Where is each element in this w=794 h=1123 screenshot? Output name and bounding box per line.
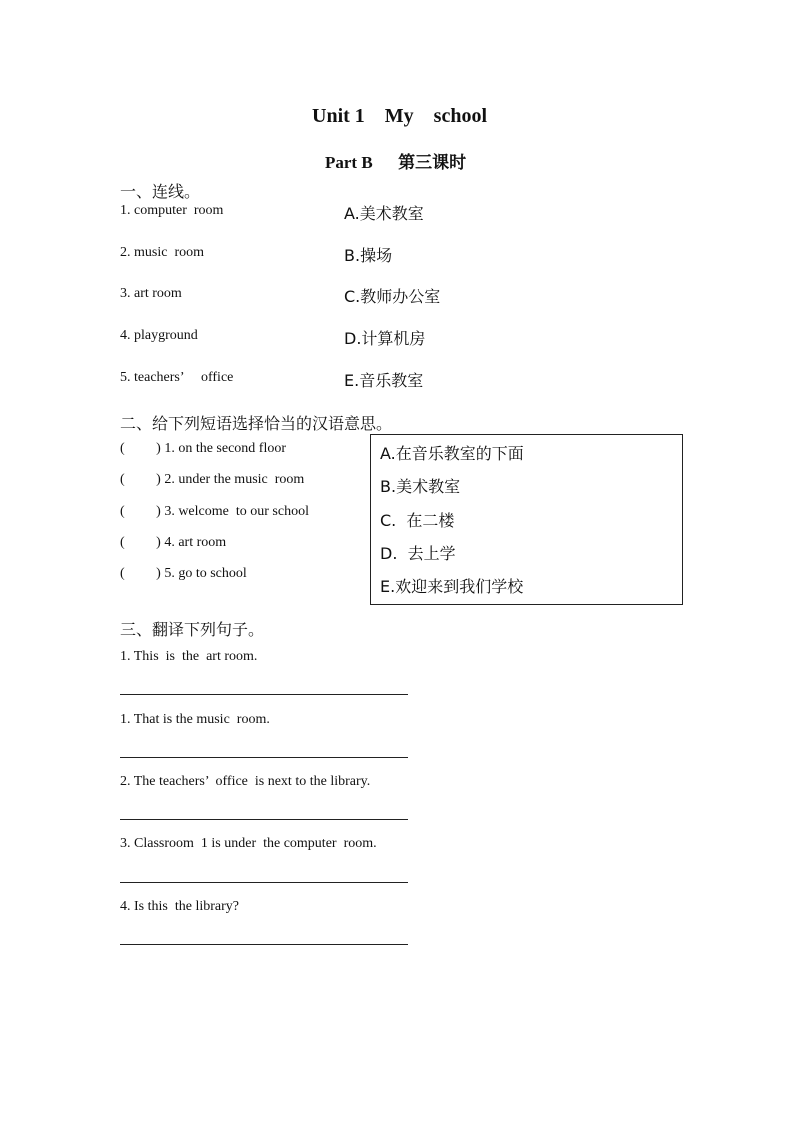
options-box [370,434,683,605]
section-1-heading: 一、连线。 [120,182,201,201]
choice-item: ( ) 5. go to school [120,566,247,581]
match-right-item: D.计算机房 [344,329,426,348]
match-left-item: 3. art room [120,286,182,301]
match-left-item: 2. music room [120,245,204,260]
match-right-item: C.教师办公室 [344,287,441,306]
sentence: 3. Classroom 1 is under the computer room. [120,836,377,851]
page-title: Unit 1 My school [312,105,487,127]
match-right-item: E.音乐教室 [344,371,424,390]
option-item: D. 去上学 [380,544,456,563]
match-right-item: A.美术教室 [344,204,424,223]
sentence: 1. This is the art room. [120,649,258,664]
option-item: A.在音乐教室的下面 [380,444,524,463]
sentence: 2. The teachers’ office is next to the library. [120,774,371,789]
option-item: B.美术教室 [380,477,461,496]
page-subtitle: Part B 第三课时 [325,153,467,172]
answer-line [120,882,408,883]
answer-line [120,819,408,820]
choice-item: ( ) 2. under the music room [120,472,305,487]
option-item: E.欢迎来到我们学校 [380,577,524,596]
choice-item: ( ) 3. welcome to our school [120,504,309,519]
option-item: C. 在二楼 [380,511,455,530]
sentence: 1. That is the music room. [120,712,270,727]
section-3-heading: 三、翻译下列句子。 [120,620,265,639]
sentence: 4. Is this the library? [120,899,239,914]
answer-line [120,757,408,758]
answer-line [120,944,408,945]
match-left-item: 1. computer room [120,203,224,218]
choice-item: ( ) 1. on the second floor [120,441,287,456]
section-2-heading: 二、给下列短语选择恰当的汉语意思。 [120,414,393,433]
match-left-item: 5. teachers’ office [120,370,234,385]
match-right-item: B.操场 [344,246,393,265]
answer-line [120,694,408,695]
match-left-item: 4. playground [120,328,198,343]
choice-item: ( ) 4. art room [120,535,227,550]
